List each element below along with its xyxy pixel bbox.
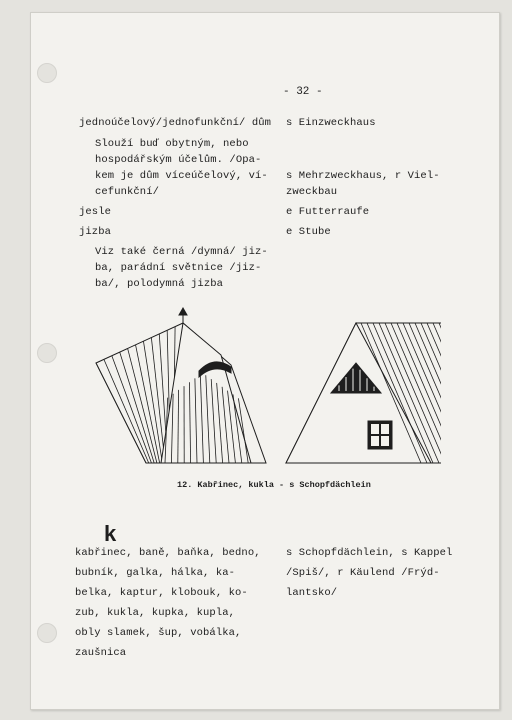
k-term-line: kabřinec, baně, baňka, bedno,: [75, 547, 261, 559]
hatch-line: [136, 345, 160, 463]
hatch-line: [143, 341, 162, 463]
german-line: zweckbau: [286, 186, 338, 198]
term-line: jesle: [79, 206, 112, 218]
hatch-line: [151, 338, 165, 463]
k-german-line: /Spiš/, r Käulend /Frýd-: [286, 567, 440, 579]
binding-hole: [37, 623, 57, 643]
binding-hole: [37, 63, 57, 83]
german-line: e Futterraufe: [286, 206, 370, 218]
page-number: - 32 -: [283, 86, 323, 98]
k-german-line: s Schopfdächlein, s Kappel: [286, 547, 453, 559]
term-line: jednoúčelový/jednofunkční/ dům: [79, 117, 272, 129]
kabrinec-roof-drawing: [286, 323, 441, 463]
german-line: s Einzweckhaus: [286, 117, 376, 129]
term-line: ba/, polodymná jizba: [95, 278, 224, 290]
german-line: s Mehrzweckhaus, r Viel-: [286, 170, 440, 182]
term-line: cefunkční/: [95, 186, 160, 198]
term-line: hospodářským účelům. /Opa-: [95, 154, 262, 166]
figure-caption: 12. Kabřinec, kukla - s Schopfdächlein: [177, 480, 371, 490]
hatch-line: [128, 348, 157, 463]
term-line: ba, parádní světnice /jiz-: [95, 262, 262, 274]
roof-illustration: [91, 303, 441, 473]
german-line: e Stube: [286, 226, 331, 238]
term-line: Viz také černá /dymná/ jiz-: [95, 246, 268, 258]
k-term-line: zub, kukla, kupka, kupla,: [75, 607, 236, 619]
hatch-line: [433, 323, 441, 463]
term-line: Slouží buď obytným, nebo: [95, 138, 249, 150]
kukla-roof-drawing: [96, 308, 266, 463]
binding-hole: [37, 343, 57, 363]
k-term-line: obly slamek, šup, vobálka,: [75, 627, 242, 639]
term-line: jizba: [79, 226, 112, 238]
k-term-line: zaušnica: [75, 647, 127, 659]
hatch-line: [112, 356, 152, 463]
k-german-line: lantsko/: [286, 587, 338, 599]
document-page: [30, 12, 500, 710]
term-line: kem je dům víceúčelový, ví-: [95, 170, 268, 182]
k-term-line: belka, kaptur, klobouk, ko-: [75, 587, 248, 599]
k-term-line: bubník, galka, hálka, ka-: [75, 567, 236, 579]
section-letter: k: [104, 521, 117, 546]
